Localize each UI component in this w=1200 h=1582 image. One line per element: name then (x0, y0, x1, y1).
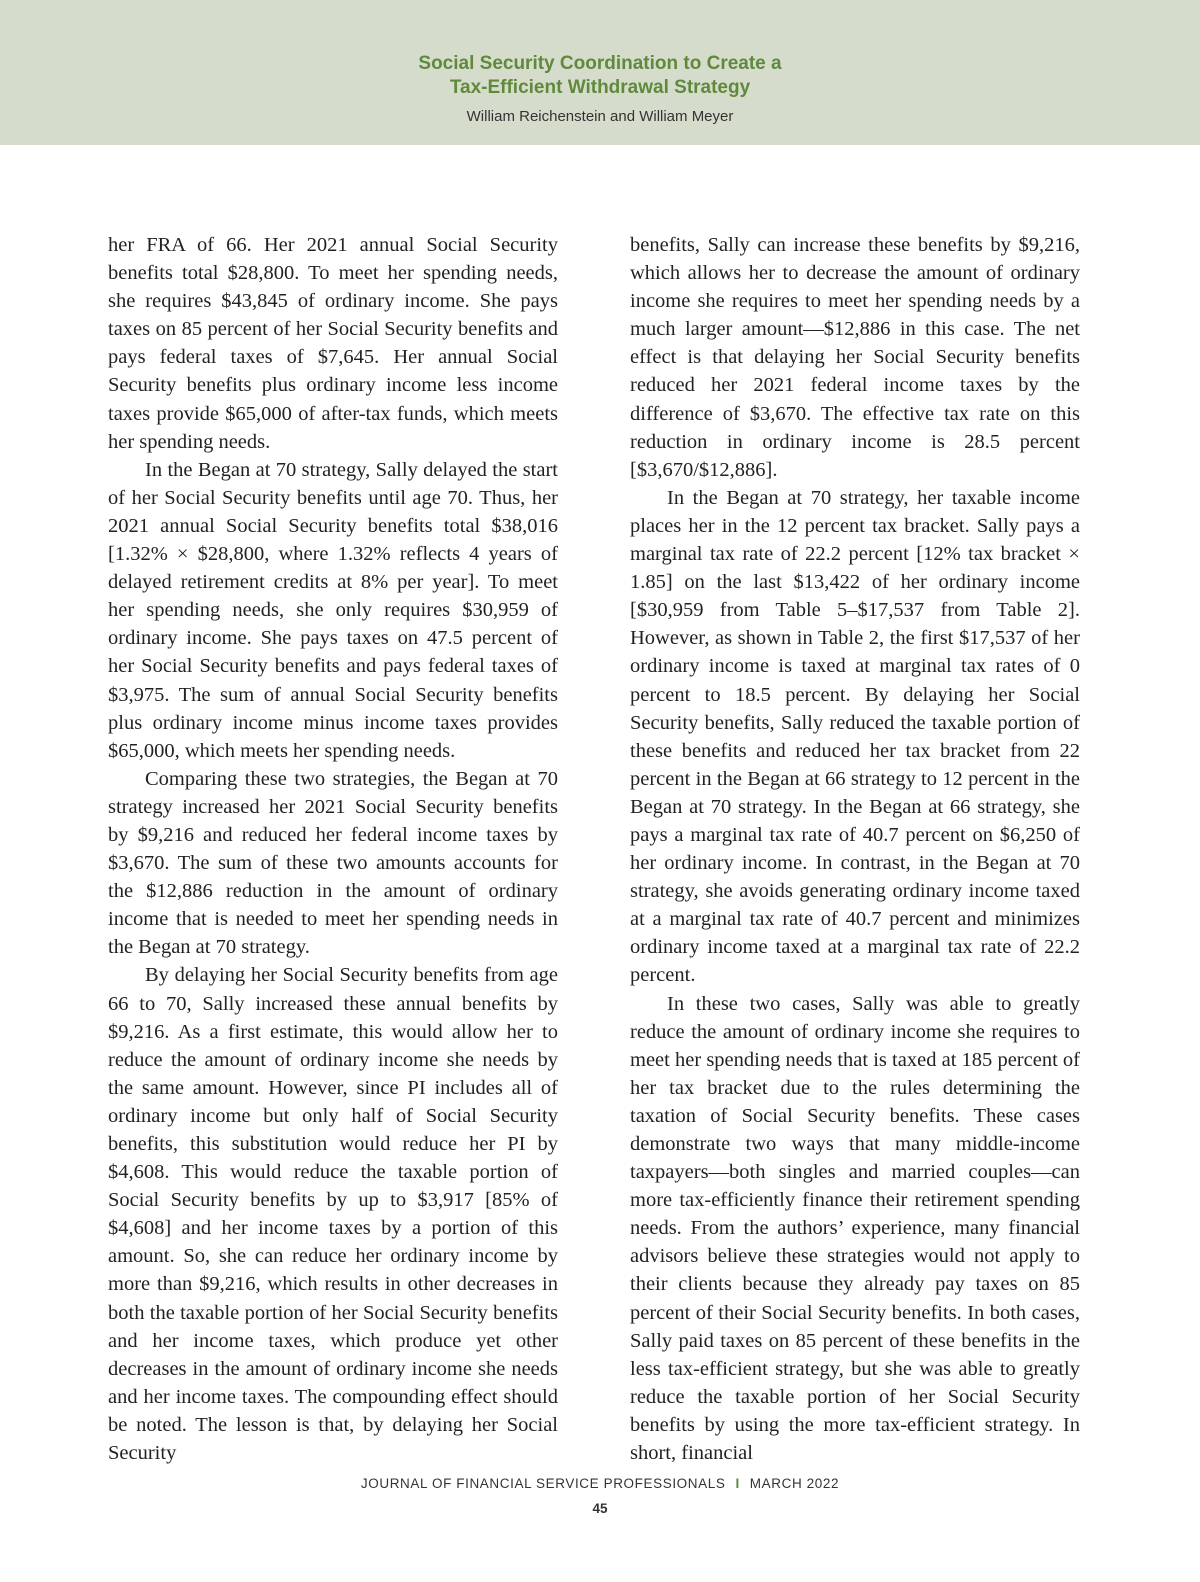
article-title-line-2: Tax-Efficient Withdrawal Strategy (449, 77, 751, 98)
left-column (108, 231, 558, 1467)
paragraph: In the Began at 70 strategy, Sally delayed the start of her Social Security benefits until age 70. Thus, her 2021 annual Social Security benefits total $38,016 [1.32% × $28,800, where 1.32% reflects 4 years of delayed retirement credits at 8% per year]. To meet her spending needs, she only requires $30,959 of ordinary income. She pays taxes on 47.5 percent of her Social Security benefits and pays federal taxes of $3,975. The sum of annual Social Security benefits plus ordinary income minus income taxes provides $65,000, which meets her spending needs. (108, 458, 558, 762)
footer-journal-line (0, 1476, 1200, 1491)
journal-name: JOURNAL OF FINANCIAL SERVICE PROFESSIONALS (360, 1476, 726, 1491)
paragraph: By delaying her Social Security benefits from age 66 to 70, Sally increased these annual benefits by $9,216. As a first estimate, this would allow her to reduce the amount of ordinary income she needs by the same amount. However, since PI includes all of ordinary income but only half of Social Security benefits, this substitution would reduce her PI by $4,608. This would reduce the taxable portion of Social Security benefits by up to $3,917 [85% of $4,608] and her income taxes by a portion of this amount. So, she can reduce her ordinary income by more than $9,216, which results in other decreases in both the taxable portion of her Social Security benefits and her income taxes, which produce yet other decreases in the amount of ordinary income she needs and her income taxes. The compounding effect should be noted. The lesson is that, by delaying her Social Security (108, 964, 558, 1465)
article-title (0, 52, 1200, 100)
article-title-line-1: Social Security Coordination to Create a (418, 53, 782, 74)
right-column (630, 231, 1080, 1467)
paragraph: her FRA of 66. Her 2021 annual Social Security benefits total $28,800. To meet her spending needs, she requires $43,845 of ordinary income. She pays taxes on 85 percent of her Social Security benefits and pays federal taxes of $7,645. Her annual Social Security benefits plus ordinary income less income taxes provide $65,000 of after-tax funds, which meets her spending needs. (108, 234, 558, 453)
paragraph: In the Began at 70 strategy, her taxable income places her in the 12 percent tax bracket. Sally pays a marginal tax rate of 22.2 percent [12% tax bracket × 1.85] on the last $13,422 of her ordinary income [$30,959 from Table 5–$17,537 from Table 2]. However, as shown in Table 2, the first $17,537 of her ordinary income is taxed at marginal tax rates of 0 percent to 18.5 percent. By delaying her Social Security benefits, Sally reduced the taxable portion of these benefits and reduced her tax bracket from 22 percent in the Began at 66 strategy to 12 percent in the Began at 70 strategy. In the Began at 66 strategy, she pays a marginal tax rate of 40.7 percent on $6,250 of her ordinary income. In contrast, in the Began at 70 strategy, she avoids generating ordinary income taxed at a marginal tax rate of 40.7 percent and minimizes ordinary income taxed at a marginal tax rate of 22.2 percent. (630, 486, 1080, 987)
issue-date: MARCH 2022 (749, 1476, 840, 1491)
header-band (0, 0, 1200, 145)
paragraph: Comparing these two strategies, the Began at 70 strategy increased her 2021 Social Security benefits by $9,216 and reduced her federal income taxes by $3,670. The sum of these two amounts accounts for the $12,886 reduction in the amount of ordinary income that is needed to meet her spending needs in the Began at 70 strategy. (108, 767, 558, 959)
footer-separator: I (735, 1476, 740, 1491)
paragraph: In these two cases, Sally was able to greatly reduce the amount of ordinary income she requires to meet her spending needs that is taxed at 185 percent of her tax bracket due to the rules determining the taxation of Social Security benefits. These cases demonstrate two ways that many middle-income taxpayers—both singles and married couples—can more tax-efficiently finance their retirement spending needs. From the authors’ experience, many financial advisors believe these strategies would not apply to their clients because they already pay taxes on 85 percent of their Social Security benefits. In both cases, Sally paid taxes on 85 percent of these benefits in the less tax-efficient strategy, but she was able to greatly reduce the taxable portion of her Social Security benefits by using the more tax-efficient strategy. In short, financial (630, 992, 1080, 1465)
article-authors: William Reichenstein and William Meyer (466, 108, 734, 125)
paragraph: benefits, Sally can increase these benefits by $9,216, which allows her to decrease the amount of ordinary income she requires to meet her spending needs by a much larger amount—$12,886 in this case. The net effect is that delaying her Social Security benefits reduced her 2021 federal income taxes by the difference of $3,670. The effective tax rate on this reduction in ordinary income is 28.5 percent [$3,670/$12,886]. (630, 234, 1080, 481)
page-number: 45 (592, 1501, 608, 1516)
